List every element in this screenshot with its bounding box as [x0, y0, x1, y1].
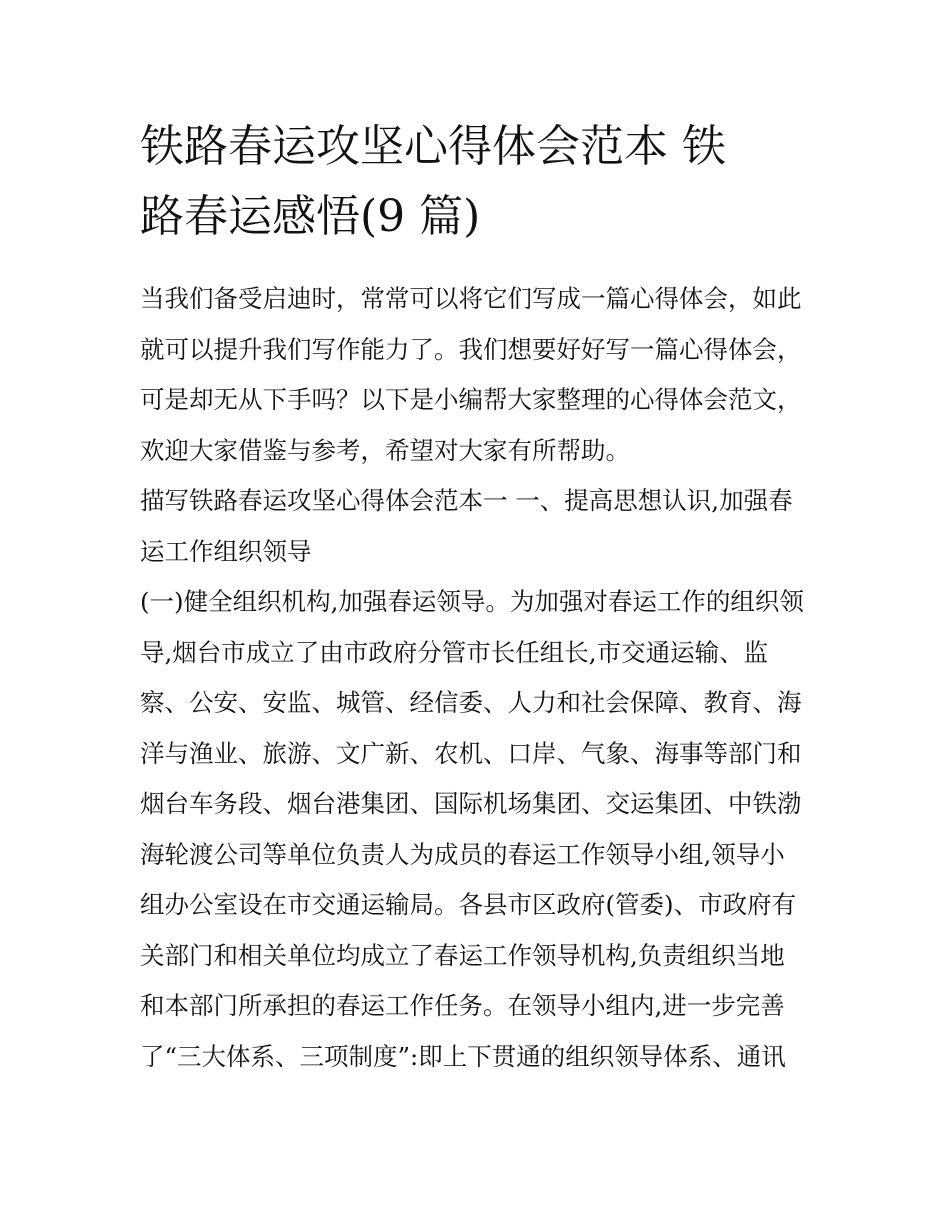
- text-line: 和本部门所承担的春运工作任务。在领导小组内,进一步完善: [140, 991, 785, 1020]
- text-line: 洋与渔业、旅游、文广新、农机、口岸、气象、海事等部门和: [140, 738, 802, 768]
- text-line: 可是却无从下手吗？以下是小编帮大家整理的心得体会范文，: [140, 385, 802, 414]
- text-line: 运工作组织领导: [140, 536, 312, 566]
- section-heading-paragraph: [140, 476, 812, 577]
- document-content: [140, 112, 812, 1082]
- text-line: 关部门和相关单位均成立了春运工作领导机构,负责组织当地: [140, 940, 785, 970]
- text-line: 描写铁路春运攻坚心得体会范本一 一、提高思想认识,加强春: [140, 486, 793, 515]
- text-line: (一)健全组织机构,加强春运领导。为加强对春运工作的组织领: [140, 587, 804, 616]
- text-line: 烟台车务段、烟台港集团、国际机场集团、交运集团、中铁渤: [140, 789, 802, 818]
- text-line: 就可以提升我们写作能力了。我们想要好好写一篇心得体会，: [140, 334, 802, 364]
- text-line: 了“三大体系、三项制度”:即上下贯通的组织领导体系、通讯: [140, 1041, 786, 1071]
- body-paragraph: [140, 577, 812, 1082]
- text-line: 察、公安、安监、城管、经信委、人力和社会保障、教育、海: [140, 688, 802, 717]
- text-line: 当我们备受启迪时，常常可以将它们写成一篇心得体会，如此: [140, 284, 802, 313]
- text-line: 组办公室设在市交通运输局。各县市区政府(管委)、市政府有: [140, 890, 797, 919]
- title-line: 铁路春运攻坚心得体会范本 铁: [140, 121, 726, 172]
- document-title: [140, 112, 812, 252]
- document-body: [140, 274, 812, 1082]
- text-line: 导,烟台市成立了由市政府分管市长任组长,市交通运输、监: [140, 637, 769, 667]
- text-line: 欢迎大家借鉴与参考，希望对大家有所帮助。: [140, 435, 630, 465]
- intro-paragraph: [140, 274, 812, 476]
- text-line: 海轮渡公司等单位负责人为成员的春运工作领导小组,领导小: [140, 839, 785, 869]
- title-line: 路春运感悟(9 篇): [140, 191, 481, 242]
